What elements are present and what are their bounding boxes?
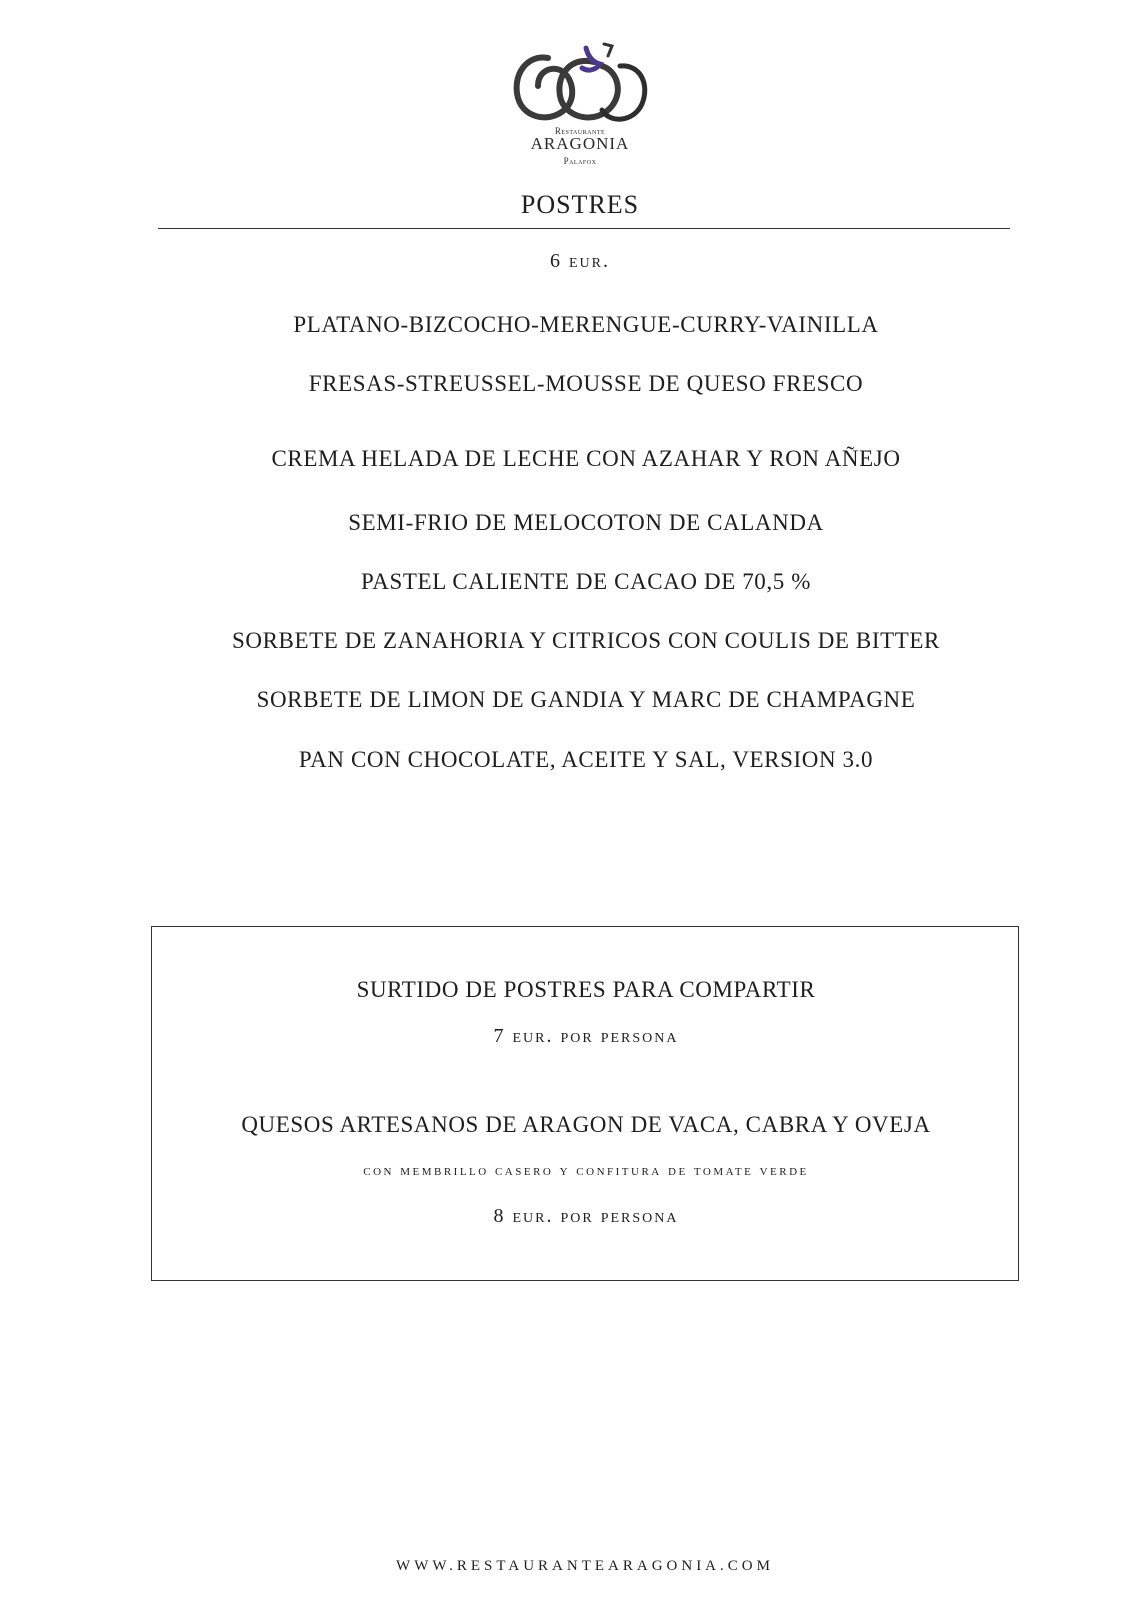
cheese-note: con membrillo casero y confitura de tomate verde [363,1163,809,1179]
dessert-item: SORBETE DE ZANAHORIA Y CITRICOS CON COULIS DE BITTER [232,628,940,653]
section-price: 6 eur. [550,250,610,272]
cheese-price: 8 eur. por persona [493,1205,679,1227]
dessert-item: FRESAS-STREUSSEL-MOUSSE DE QUESO FRESCO [308,371,864,396]
logo-bottom-text: Palafox [563,156,597,166]
sharing-title: SURTIDO DE POSTRES PARA COMPARTIR [356,977,816,1002]
website-link[interactable]: WWW.RESTAURANTEARAGONIA.COM [396,1558,774,1574]
dessert-item: CREMA HELADA DE LECHE CON AZAHAR Y RON AÑEJO [271,446,901,471]
cheese-title: QUESOS ARTESANOS DE ARAGON DE VACA, CABRA Y OVEJA [241,1112,931,1137]
title-divider [158,228,1010,229]
sharing-box [151,926,1019,1281]
section-title: POSTRES [520,190,640,219]
dessert-item: SEMI-FRIO DE MELOCOTON DE CALANDA [348,510,824,535]
dessert-item: PASTEL CALIENTE DE CACAO DE 70,5 % [361,569,811,594]
sharing-price: 7 eur. por persona [493,1025,679,1047]
logo-name: ARAGONIA [530,134,630,153]
logo-top-text: Restaurante [554,126,606,136]
dessert-item: PLATANO-BIZCOCHO-MERENGUE-CURRY-VAINILLA [293,312,879,337]
dessert-item: SORBETE DE LIMON DE GANDIA Y MARC DE CHAMPAGNE [256,687,916,712]
dessert-item: PAN CON CHOCOLATE, ACEITE Y SAL, VERSION 3.0 [298,747,874,772]
restaurant-logo [508,36,652,170]
logo-rings-icon [508,36,652,136]
